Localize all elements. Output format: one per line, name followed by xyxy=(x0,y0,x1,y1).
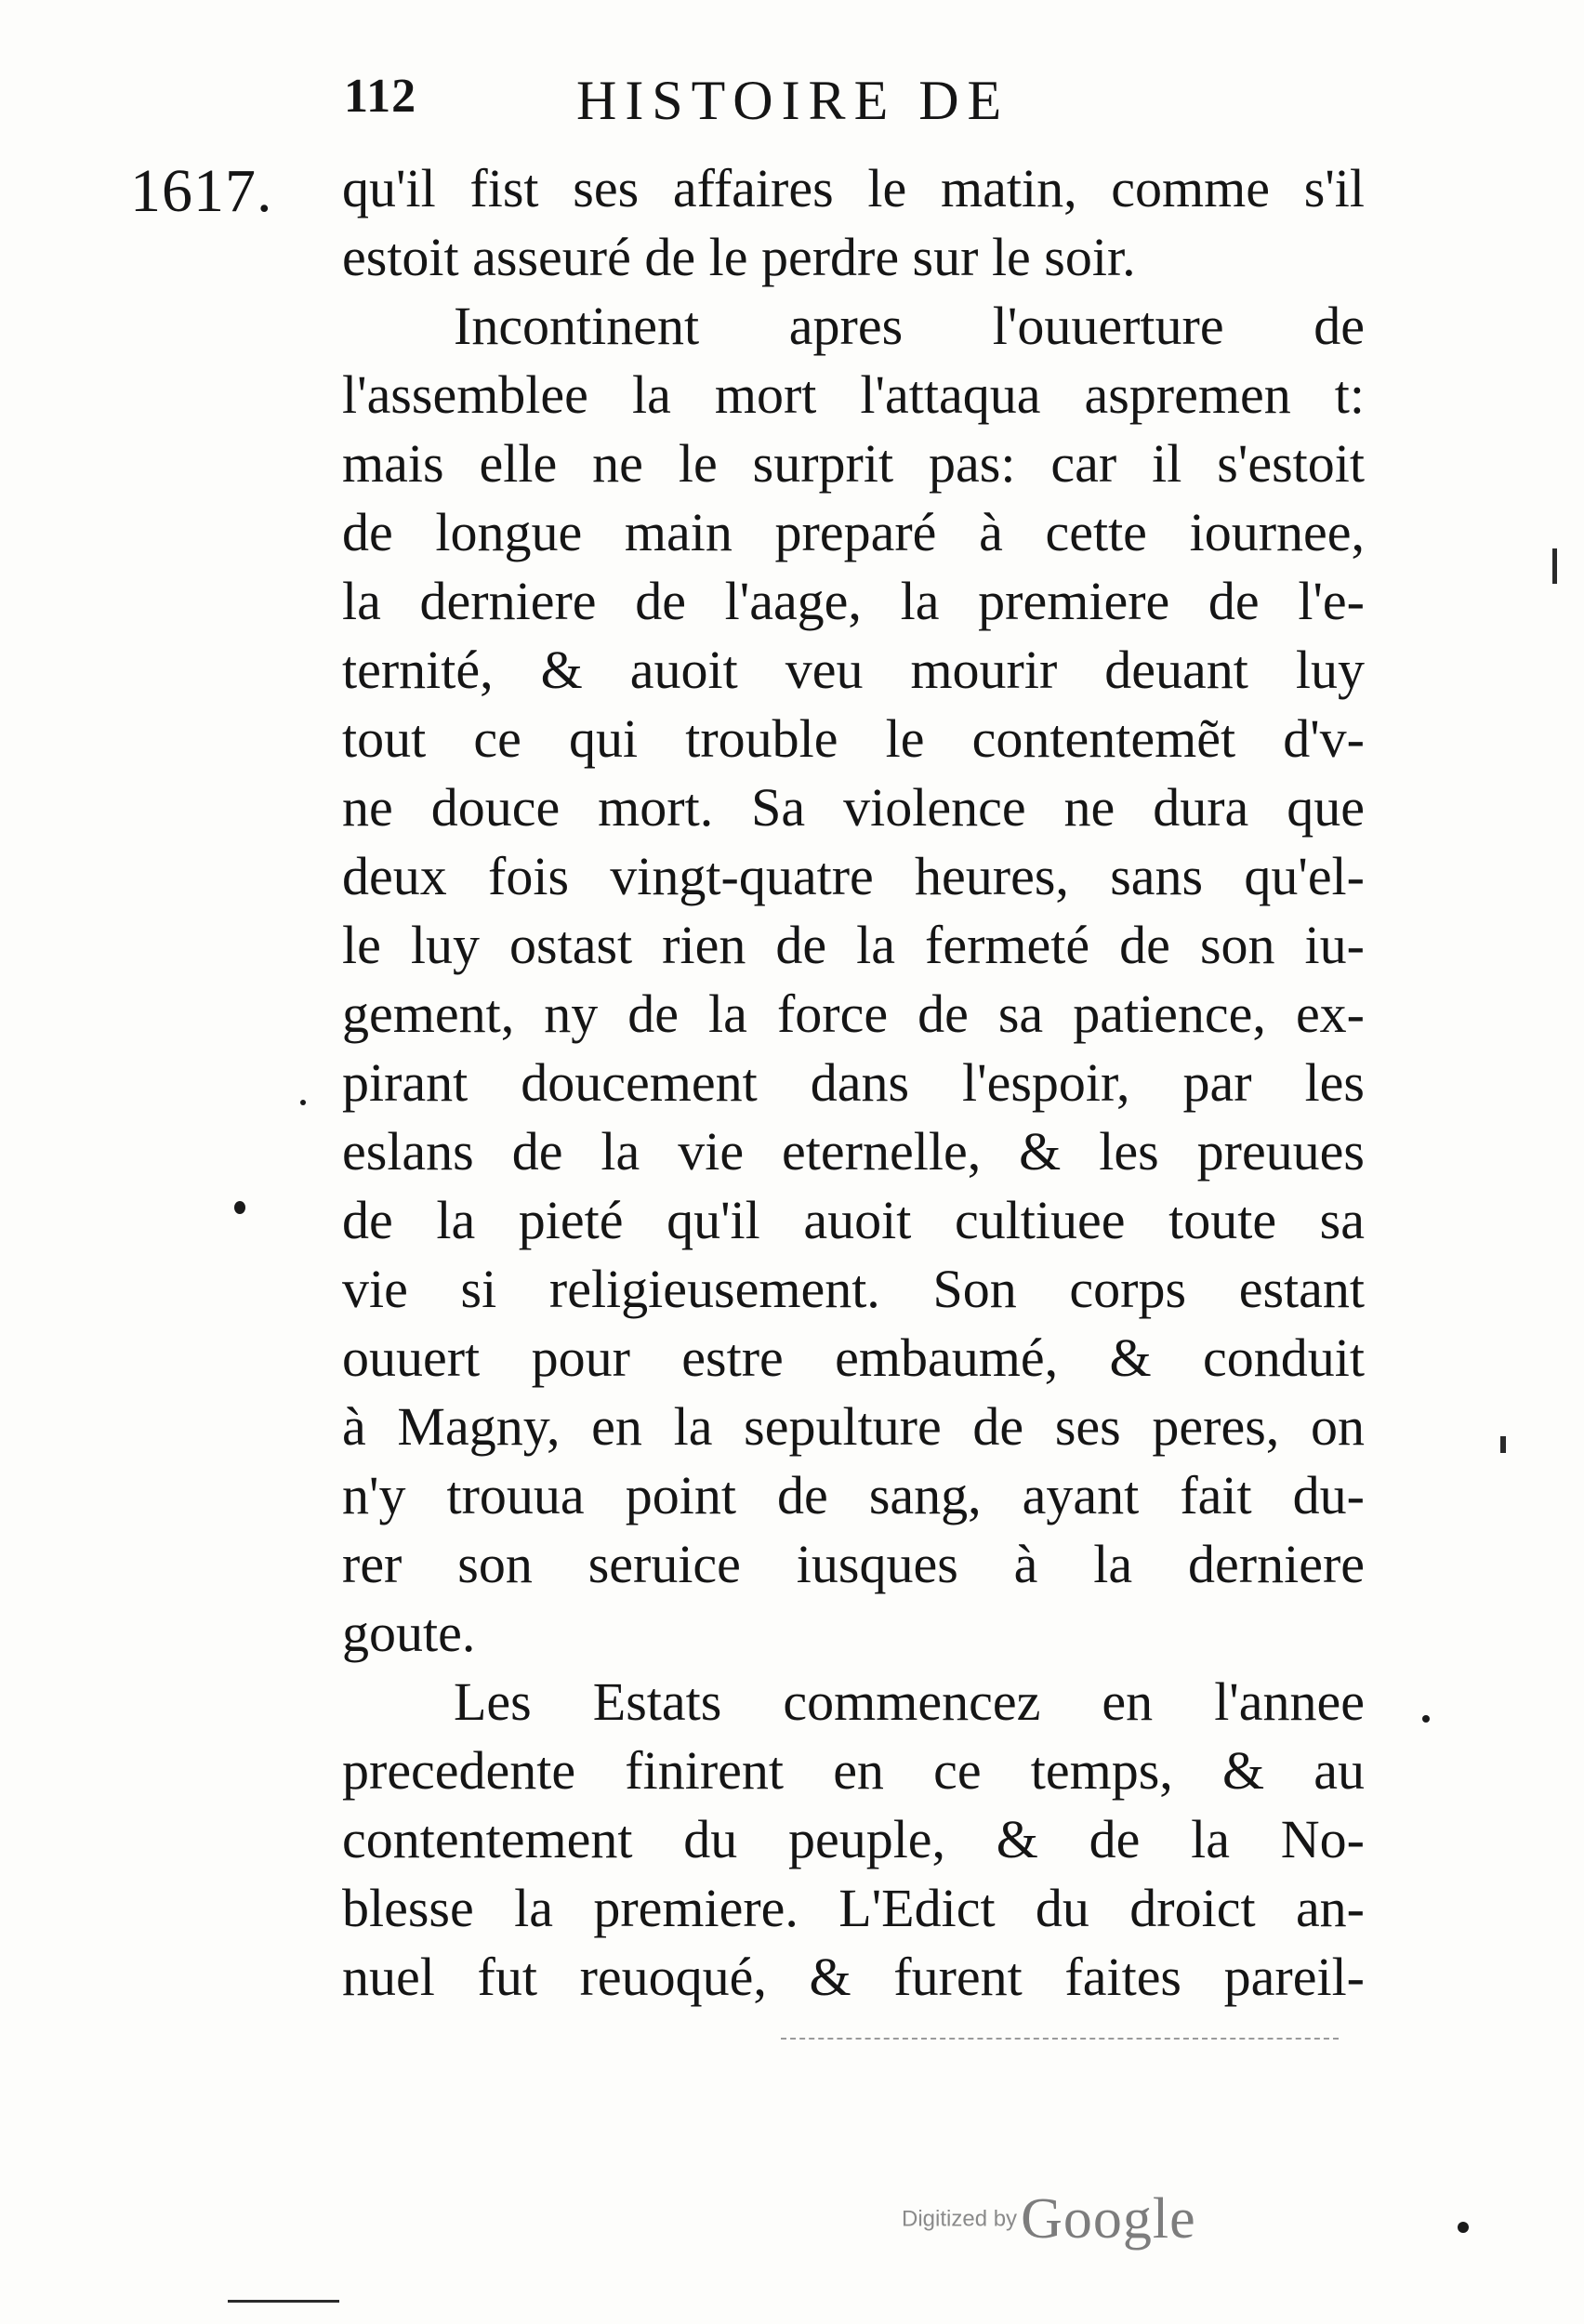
ink-speck xyxy=(1422,1715,1430,1723)
bottom-rule xyxy=(781,2038,1339,2040)
paragraph-start-line: Les Estats commencez en l'annee xyxy=(454,1671,1365,1732)
text-line: deux fois vingt-quatre heures, sans qu'el- xyxy=(342,846,1365,906)
watermark-prefix: Digitized by xyxy=(902,2206,1018,2232)
text-line: pirant doucement dans l'espoir, par les xyxy=(342,1052,1365,1113)
paragraph-start-line: Incontinent apres l'ouuerture de xyxy=(454,296,1365,356)
text-line: precedente finirent en ce temps, & au xyxy=(342,1740,1365,1801)
page-number: 112 xyxy=(344,70,417,123)
page-header xyxy=(344,69,1143,152)
text-line: à Magny, en la sepulture de ses peres, on xyxy=(342,1396,1365,1457)
ink-speck xyxy=(300,1100,306,1105)
text-line: ne douce mort. Sa violence ne dura que xyxy=(342,777,1365,838)
text-line: le luy ostast rien de la fermeté de son iu- xyxy=(342,915,1365,975)
text-line: ouuert pour estre embaumé, & conduit xyxy=(342,1327,1365,1388)
text-line: estoit asseuré de le perdre sur le soir. xyxy=(342,227,1136,287)
ink-speck xyxy=(1458,2222,1469,2233)
google-logo: Google xyxy=(1021,2187,1196,2251)
text-line: la derniere de l'aage, la premiere de l'e- xyxy=(342,571,1365,631)
text-line: blesse la premiere. L'Edict du droict an- xyxy=(342,1878,1365,1938)
text-line: mais elle ne le surprit pas: car il s'estoit xyxy=(342,433,1365,494)
text-line: nuel fut reuoqué, & furent faites pareil- xyxy=(342,1947,1365,2007)
text-line: de longue main preparé à cette iournee, xyxy=(342,502,1365,562)
text-line: eslans de la vie eternelle, & les preuues xyxy=(342,1121,1365,1182)
text-line: n'y trouua point de sang, ayant fait du- xyxy=(342,1465,1365,1525)
margin-year-note: 1617. xyxy=(130,157,273,225)
edge-mark xyxy=(1552,548,1557,584)
running-title: HISTOIRE DE xyxy=(576,70,1010,131)
text-line: vie si religieusement. Son corps estant xyxy=(342,1259,1365,1319)
edge-mark xyxy=(228,2300,339,2303)
text-line: l'assemblee la mort l'attaqua aspremen t: xyxy=(342,364,1365,425)
text-line: ternité, & auoit veu mourir deuant luy xyxy=(342,640,1365,700)
text-line: qu'il fist ses affaires le matin, comme s'il xyxy=(342,158,1365,218)
text-line: de la pieté qu'il auoit cultiuee toute sa xyxy=(342,1190,1365,1250)
ink-speck xyxy=(234,1201,245,1214)
text-line: gement, ny de la force de sa patience, ex- xyxy=(342,984,1365,1044)
digitization-watermark xyxy=(902,2186,1196,2252)
text-line: tout ce qui trouble le contentemẽt d'v- xyxy=(342,708,1365,769)
text-line: goute. xyxy=(342,1603,476,1663)
text-line: contentement du peuple, & de la No- xyxy=(342,1809,1365,1869)
text-line: rer son seruice iusques à la derniere xyxy=(342,1534,1365,1594)
edge-mark xyxy=(1500,1436,1506,1453)
body-text xyxy=(342,154,1365,2012)
